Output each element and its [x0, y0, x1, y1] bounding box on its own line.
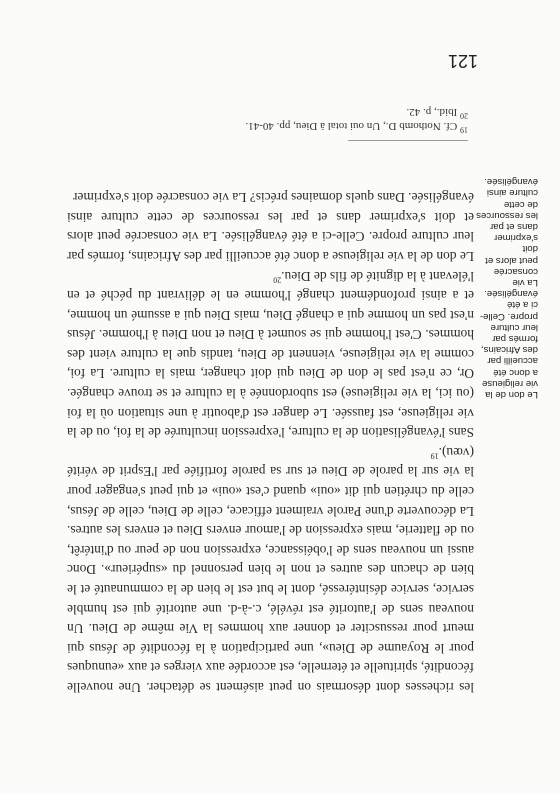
margin-line: évangélisée. — [484, 288, 538, 300]
paragraph-2: Sans l'évangélisation de la culture, l'expression inculturée de la foi, ou de la vie religieuse, est faussée. Le danger est d'aboutir à une situation où la foi (ou ici, la vie religieuse) est subordonnée à la culture et se trouve changée. Or, ce n'est pas le don de Dieu qui doit changer, mais la culture. La foi, comme la vie religieuse, viennent de Dieu, tandis que la culture vient des hommes. C'est l'homme qui se soumet à Dieu et non Dieu à l'homme. Jésus n'est pas un homme qui a changé Dieu, mais Dieu qui a assumé un homme, et a ainsi profondément changé l'homme en le délivrant du péché et en l'élevant à la dignité de fils de Dieu.$^{20}$ — [67, 268, 474, 441]
margin-line: des Africains, — [480, 344, 538, 356]
footnote-ref-19: 19 — [430, 451, 439, 461]
body-text — [67, 188, 474, 697]
margin-line: évangélisée. — [484, 176, 538, 188]
margin-line: consacrée — [493, 265, 538, 277]
margin-line: accueilli par — [487, 355, 538, 367]
footnote-ref-20: 20 — [273, 275, 282, 284]
margin-line: s'exprimer — [494, 232, 538, 244]
margin-line: Le don de la — [485, 389, 538, 400]
margin-line: les ressources — [476, 209, 538, 221]
margin-line: La vie — [512, 276, 538, 288]
footnote-divider — [348, 140, 468, 141]
footnote-number: 19 — [460, 125, 468, 135]
margin-line: ci a été — [507, 299, 538, 311]
paragraph-3: Le don de la vie religieuse a donc été accueilli par des Africains, formés par leur culture propre. Celle-ci a été évangélisée. La vie consacrée peut alors et doit s'exprimer dans et par les ressources de cette culture ainsi évangélisée. Dans quels domaines précis? La vie consacrée doit s'exprimer — [67, 190, 474, 264]
footnote-number: 20 — [460, 111, 468, 121]
footnotes — [68, 105, 468, 133]
margin-line: leur culture — [490, 321, 538, 333]
footnote-text: Cf. Nothomb D., Un oui total à Dieu, pp. 40-41. — [245, 120, 458, 132]
footnote-20 — [68, 105, 468, 119]
page-number: 121 — [447, 51, 478, 71]
margin-line: a donc été — [493, 366, 538, 378]
margin-line: peut alors et — [485, 254, 538, 266]
margin-line: dans et par — [489, 220, 538, 232]
margin-summary — [476, 176, 538, 400]
margin-line: doit — [522, 243, 538, 255]
footnote-19 — [68, 119, 468, 133]
margin-line: propre. Celle- — [479, 310, 538, 322]
margin-line: culture ainsi — [486, 187, 538, 199]
paragraph-1: les richesses dont désormais on peut aisément se détacher. Une nouvelle fécondité, spirituelle et éternelle, est accordée aux vierges et aux «eunuques pour le Royaume de Dieu», une participation à la fécondité de Jésus qui meurt pour ressusciter et donner aux hommes la Vie même de Dieu. Un nouveau sens de l'autorité est révélé, c.-à-d. une autorité qui est humble service, service désintéressé, dont le but est le bien de la communauté et le bien de chacun des autres et non le bien personnel du «supérieur». Donc aussi un nouveau sens de l'obéissance, expression non de peur ou d'intérêt, ou de flatterie, mais expression de l'amour envers Dieu et envers les autres. La découverte d'une Parole vraiment efficace, celle de Dieu, celle de Jésus, celle du chrétien qui dit «oui» quand c'est «oui» et qui peut s'engager pour la vie sur la parole de Dieu et sur sa parole fortifiée par l'Esprit de vérité (vœu).$^{19}$ — [67, 444, 474, 695]
margin-line: formés par — [492, 332, 538, 344]
margin-line: vie religieuse — [482, 377, 538, 389]
footnote-text: Ibid., p. 42. — [406, 106, 458, 118]
margin-line: de cette — [503, 198, 538, 210]
